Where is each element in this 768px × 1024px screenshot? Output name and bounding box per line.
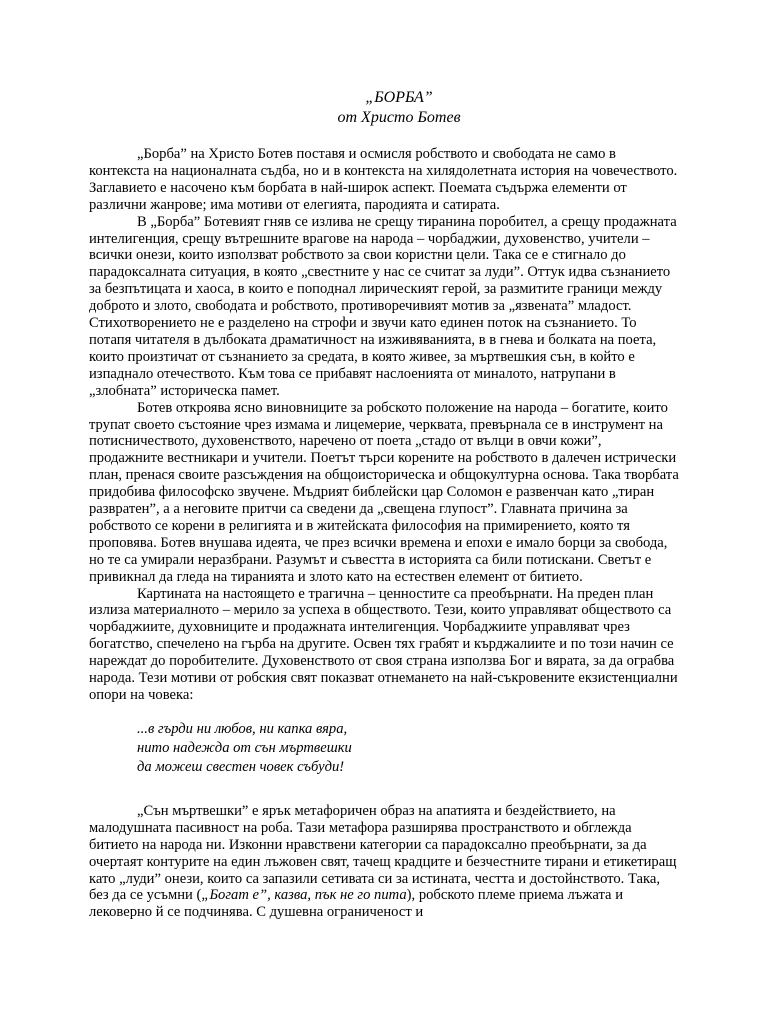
verse-line: нито надежда от сън мъртвешки bbox=[137, 739, 352, 756]
verse-quote bbox=[137, 720, 679, 777]
paragraph-5-text-after: ), робското племе приема лъжата и лековерно й се подчинява. С душевна ограниченост и bbox=[89, 887, 623, 921]
paragraph-2: В „Борба” Ботевият гняв се излива не срещу тиранина поробител, а срещу продажната интелигенция, срещу вътрешните врагове на народа – чорбаджии, духовенство, учители – всички онези, които използват робството за свои користни цели. Така се е стигнало до парадоксалната ситуация, в която „свестните у нас се считат за луди”. Оттук идва съзнанието за безпътицата и хаоса, в които е поподнал лирическият герой, за размитите граници между доброто и злото, свободата и робството, противоречивият мотив за „язвената” младост. Стихотворението не е разделено на строфи и звучи като единен поток на съзнанието. То потапя читателя в дълбоката драматичност на изживяванията, в в гнева и болката на поета, които произтичат от съзнанието за средата, в която живее, за мъртвешкия сън, в който е изпаднало отечеството. Към това се прибавят наслоенията от миналото, натрупани в „злобната” историческа памет. bbox=[89, 213, 677, 399]
verse-line: ...в гърди ни любов, ни капка вяра, bbox=[137, 720, 348, 737]
verse-line: да можеш свестен човек събуди! bbox=[137, 758, 345, 775]
paragraph-5-inline-quote: „Богат е”, казва, пък не го пита bbox=[201, 887, 407, 904]
document-title: „БОРБА” bbox=[365, 89, 433, 106]
paragraph-5-text-before: „Сън мъртвешки” е ярък метафоричен образ на апатията и бездействието, на малодушната пасивност на роба. Тази метафора разширява пространството и обглежда битието на народа ни. Изконни нравствени категории са парадоксално преобърнати, за да очертаят контурите на един лъжовен свят, тачещ крадците и безчестните тирани и етикетиращ като „луди” онези, които са запазили сетивата си за истината, честта и достойнството. Така, без да се усъмни ( bbox=[89, 802, 677, 904]
paragraph-1: „Борба” на Христо Ботев поставя и осмисля робството и свободата не само в контекста на националната съдба, но и в контекста на хилядолетната история на човечеството. Заглавието е насочено към борбата в най-широк аспект. Поемата съдържа елементи от различни жанрове; има мотиви от елегията, пародията и сатирата. bbox=[89, 146, 678, 213]
paragraph-5 bbox=[89, 803, 679, 921]
paragraph-4: Картината на настоящето е трагична – ценностите са преобърнати. На преден план излиза материалното – мерило за успеха в обществото. Тези, които управляват обществото са чорбаджиите, духовниците и продажната интелигенция. Чорбаджиите управляват чрез богатство, спечелено на гърба на другите. Освен тях грабят и кърджалиите и по този начин се нареждат до поробителите. Духовенството от своя страна използва Бог и вярата, за да ограбва народа. Тези мотиви от робския свят показват отнемането на най-съкровените екзистенциални опори на човека: bbox=[89, 585, 678, 703]
document-body bbox=[89, 146, 679, 921]
document-subtitle: от Христо Ботев bbox=[337, 109, 461, 126]
paragraph-3: Ботев откроява ясно виновниците за робското положение на народа – богатите, които трупат своето състояние чрез измама и лицемерие, черквата, превърнала се в инструмент на потисничеството, духовенството, наречено от поета „стадо от вълци в овчи кожи”, продажните вестникари и учители. Поетът търси корените на робството в далечен истрически план, пренася своите разсъждения на общоисторическа и общокултурна основа. Така творбата придобива философско звучене. Мъдрият библейски цар Соломон е развенчан като „тиран развратен”, а а неговите притчи са сведени да „свещена глупост”. Главната причина за робството се корени в религията и в житейската философия на примирението, която тя проповява. Ботев внушава идеята, че през всички времена и епохи е имало борци за свобода, но те са умирали неразбрани. Разумът и съвестта в историята са били потискани. Светът е привикнал да гледа на тиранията и злото като на естествен елемент от битието. bbox=[89, 399, 679, 585]
